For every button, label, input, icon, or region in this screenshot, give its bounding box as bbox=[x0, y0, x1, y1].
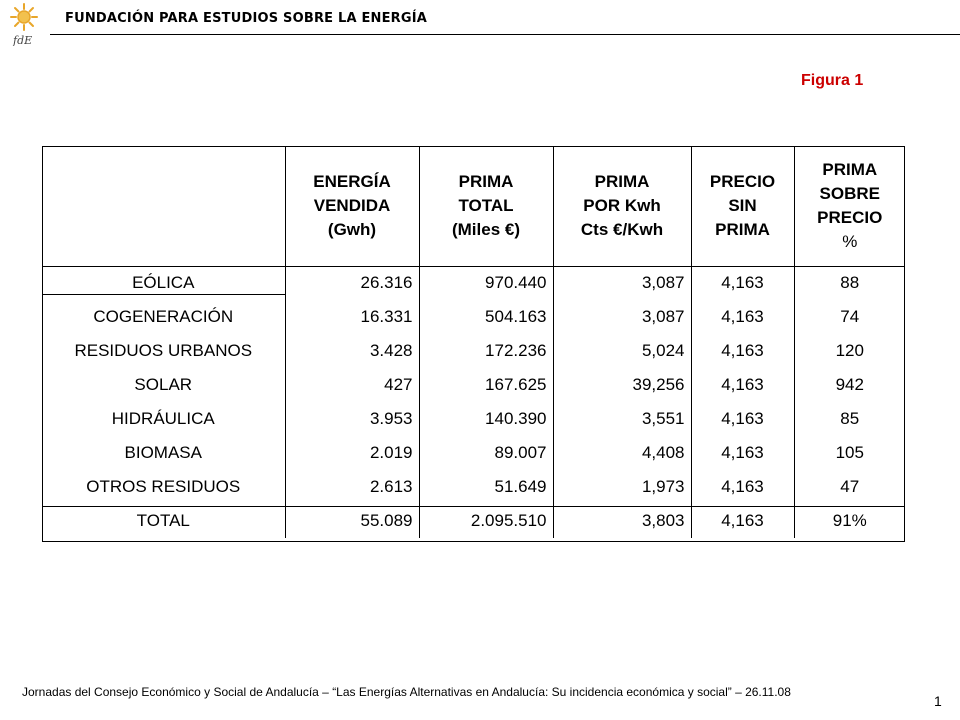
cell-prima-por-kwh: 3,803 bbox=[553, 504, 691, 538]
row-name: RESIDUOS URBANOS bbox=[42, 334, 285, 368]
row-name: OTROS RESIDUOS bbox=[42, 470, 285, 504]
row-name: COGENERACIÓN bbox=[42, 300, 285, 334]
cell-prima-por-kwh: 3,087 bbox=[553, 266, 691, 300]
cell-prima-por-kwh: 3,087 bbox=[553, 300, 691, 334]
header-precio-sin-prima: PRECIO SIN PRIMA bbox=[691, 146, 794, 266]
cell-precio-sin-prima: 4,163 bbox=[691, 266, 794, 300]
cell-precio-sin-prima: 4,163 bbox=[691, 300, 794, 334]
figure-label: Figura 1 bbox=[801, 72, 864, 89]
cell-prima-por-kwh: 3,551 bbox=[553, 402, 691, 436]
header-separator-line bbox=[42, 266, 905, 267]
cell-prima-total: 167.625 bbox=[419, 368, 553, 402]
logo-text: fdE bbox=[13, 34, 33, 46]
table-total-row bbox=[42, 504, 905, 538]
cell-prima-por-kwh: 4,408 bbox=[553, 436, 691, 470]
table-row bbox=[42, 402, 905, 436]
table-row bbox=[42, 368, 905, 402]
cell-precio-sin-prima: 4,163 bbox=[691, 504, 794, 538]
cell-prima-total: 2.095.510 bbox=[419, 504, 553, 538]
cell-prima-total: 970.440 bbox=[419, 266, 553, 300]
cell-prima-total: 89.007 bbox=[419, 436, 553, 470]
cell-prima-total: 172.236 bbox=[419, 334, 553, 368]
header-divider bbox=[50, 34, 960, 35]
cell-precio-sin-prima: 4,163 bbox=[691, 334, 794, 368]
row-name: HIDRÁULICA bbox=[42, 402, 285, 436]
footer-text: Jornadas del Consejo Económico y Social de Andalucía – “Las Energías Alternativas en Andalucía: Su incidencia económica y social” – 26.11.08 bbox=[22, 685, 791, 699]
cell-energia-vendida: 2.019 bbox=[285, 436, 419, 470]
cell-prima-total: 51.649 bbox=[419, 470, 553, 504]
eolica-separator-line bbox=[42, 294, 285, 295]
header-energia-vendida: ENERGÍA VENDIDA (Gwh) bbox=[285, 146, 419, 266]
cell-energia-vendida: 16.331 bbox=[285, 300, 419, 334]
cell-prima-por-kwh: 1,973 bbox=[553, 470, 691, 504]
cell-prima-sobre-precio: 85 bbox=[840, 409, 860, 428]
header-empty bbox=[42, 146, 285, 266]
cell-prima-sobre-precio: 74 bbox=[840, 307, 860, 326]
cell-prima-total: 504.163 bbox=[419, 300, 553, 334]
table-row bbox=[42, 436, 905, 470]
cell-energia-vendida: 2.613 bbox=[285, 470, 419, 504]
cell-prima-por-kwh: 5,024 bbox=[553, 334, 691, 368]
cell-prima-sobre-precio: 47 bbox=[840, 477, 860, 496]
cell-energia-vendida: 427 bbox=[285, 368, 419, 402]
cell-prima-sobre-precio: 105 bbox=[835, 443, 864, 462]
row-name: SOLAR bbox=[42, 368, 285, 402]
cell-prima-por-kwh: 39,256 bbox=[553, 368, 691, 402]
fundacion-logo bbox=[6, 2, 42, 46]
cell-energia-vendida: 3.428 bbox=[285, 334, 419, 368]
cell-precio-sin-prima: 4,163 bbox=[691, 368, 794, 402]
total-separator-line bbox=[42, 506, 905, 507]
cell-energia-vendida: 55.089 bbox=[285, 504, 419, 538]
cell-energia-vendida: 3.953 bbox=[285, 402, 419, 436]
table-row bbox=[42, 470, 905, 504]
cell-prima-sobre-precio: 120 bbox=[835, 341, 864, 360]
table-row bbox=[42, 300, 905, 334]
cell-precio-sin-prima: 4,163 bbox=[691, 470, 794, 504]
row-name: EÓLICA bbox=[42, 266, 285, 300]
cell-prima-sobre-precio: 942 bbox=[835, 375, 864, 394]
table-row bbox=[42, 334, 905, 368]
header-prima-sobre-precio: PRIMA SOBRE PRECIO % bbox=[817, 160, 883, 251]
cell-precio-sin-prima: 4,163 bbox=[691, 436, 794, 470]
organization-name: FUNDACIÓN PARA ESTUDIOS SOBRE LA ENERGÍA bbox=[65, 11, 428, 26]
page-number: 1 bbox=[934, 693, 942, 709]
energy-premium-table bbox=[42, 146, 905, 538]
row-name: TOTAL bbox=[42, 504, 285, 538]
cell-prima-sobre-precio: 91% bbox=[832, 511, 867, 530]
cell-prima-total: 140.390 bbox=[419, 402, 553, 436]
cell-prima-sobre-precio: 88 bbox=[840, 273, 860, 292]
cell-energia-vendida: 26.316 bbox=[285, 266, 419, 300]
row-name: BIOMASA bbox=[42, 436, 285, 470]
cell-precio-sin-prima: 4,163 bbox=[691, 402, 794, 436]
header-prima-por-kwh: PRIMA POR Kwh Cts €/Kwh bbox=[553, 146, 691, 266]
table-header-row bbox=[42, 146, 905, 266]
header-prima-total: PRIMA TOTAL (Miles €) bbox=[419, 146, 553, 266]
